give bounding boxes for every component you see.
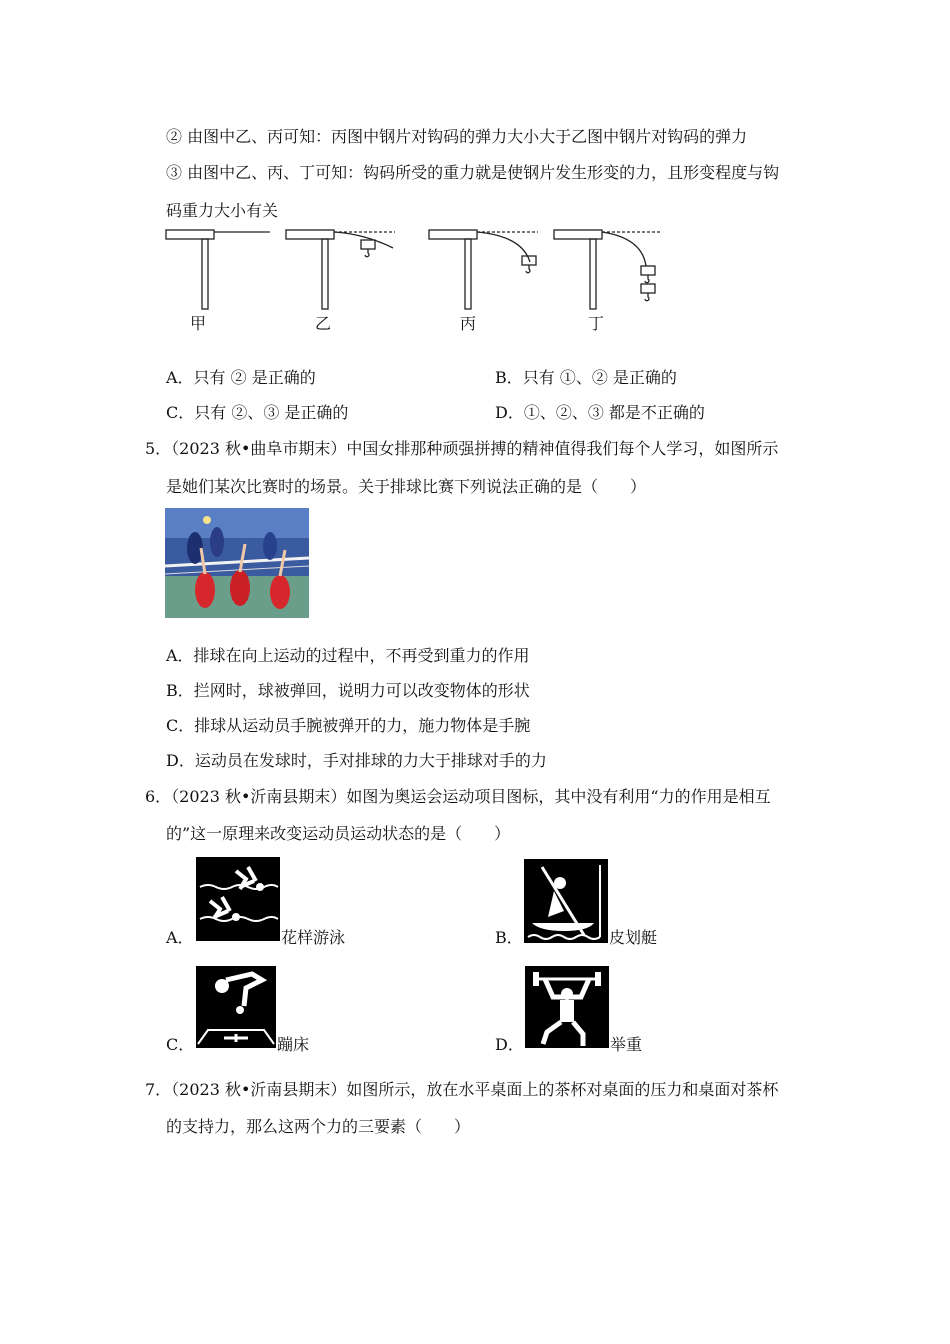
q4-statement-3-cont: 码重力大小有关	[166, 201, 279, 220]
q4-option-d[interactable]: D．①、②、③ 都是不正确的	[495, 403, 705, 422]
q5-stem-line-2: 是她们某次比赛时的场景。关于排球比赛下列说法正确的是（ ）	[166, 477, 647, 496]
q7-stem-line-1: 7．（2023 秋•沂南县期末）如图所示，放在水平桌面上的茶杯对桌面的压力和桌面对茶杯	[145, 1080, 779, 1099]
trampoline-icon	[196, 966, 276, 1048]
q6-option-a-label: 花样游泳	[281, 928, 346, 947]
q6-option-c-letter[interactable]: C．	[166, 1035, 195, 1054]
q4-option-a[interactable]: A．只有 ② 是正确的	[166, 368, 316, 387]
q6-option-b-letter[interactable]: B．	[495, 928, 523, 947]
canoe-icon	[524, 859, 608, 943]
q6-option-d-label: 举重	[610, 1035, 643, 1054]
figure-label-bing: 丙	[460, 314, 477, 333]
q5-option-b[interactable]: B．拦网时，球被弹回，说明力可以改变物体的形状	[166, 681, 530, 700]
weightlifting-icon	[525, 966, 609, 1048]
q5-option-d[interactable]: D．运动员在发球时，手对排球的力大于排球对手的力	[166, 751, 547, 770]
q6-option-b-label: 皮划艇	[609, 928, 658, 947]
q5-option-c[interactable]: C．排球从运动员手腕被弹开的力，施力物体是手腕	[166, 716, 531, 735]
q5-option-a[interactable]: A．排球在向上运动的过程中，不再受到重力的作用	[166, 646, 530, 665]
synchronized-swimming-icon	[196, 857, 280, 941]
q4-option-b[interactable]: B．只有 ①、② 是正确的	[495, 368, 677, 387]
q6-stem-line-2: 的”这一原理来改变运动员运动状态的是（ ）	[166, 824, 511, 843]
q7-stem-line-2: 的支持力，那么这两个力的三要素（ ）	[166, 1117, 471, 1136]
figure-label-yi: 乙	[315, 314, 332, 333]
q6-option-d-letter[interactable]: D．	[495, 1035, 524, 1054]
q6-option-c-label: 蹦床	[277, 1035, 310, 1054]
q4-option-c[interactable]: C．只有 ②、③ 是正确的	[166, 403, 349, 422]
figure-label-ding: 丁	[588, 314, 605, 333]
q5-stem-line-1: 5．（2023 秋•曲阜市期末）中国女排那种顽强拼搏的精神值得我们每个人学习，如图所示	[145, 439, 779, 458]
q4-statement-3: ③ 由图中乙、丙、丁可知：钩码所受的重力就是使钢片发生形变的力，且形变程度与钩	[166, 163, 780, 182]
q4-statement-2: ② 由图中乙、丙可知：丙图中钢片对钩码的弹力大小大于乙图中钢片对钩码的弹力	[166, 127, 748, 146]
q6-option-a-letter[interactable]: A．	[166, 928, 194, 947]
q6-stem-line-1: 6．（2023 秋•沂南县期末）如图为奥运会运动项目图标，其中没有利用“力的作用是相互	[145, 787, 771, 806]
figure-label-jia: 甲	[190, 314, 207, 333]
volleyball-photo	[165, 508, 309, 618]
